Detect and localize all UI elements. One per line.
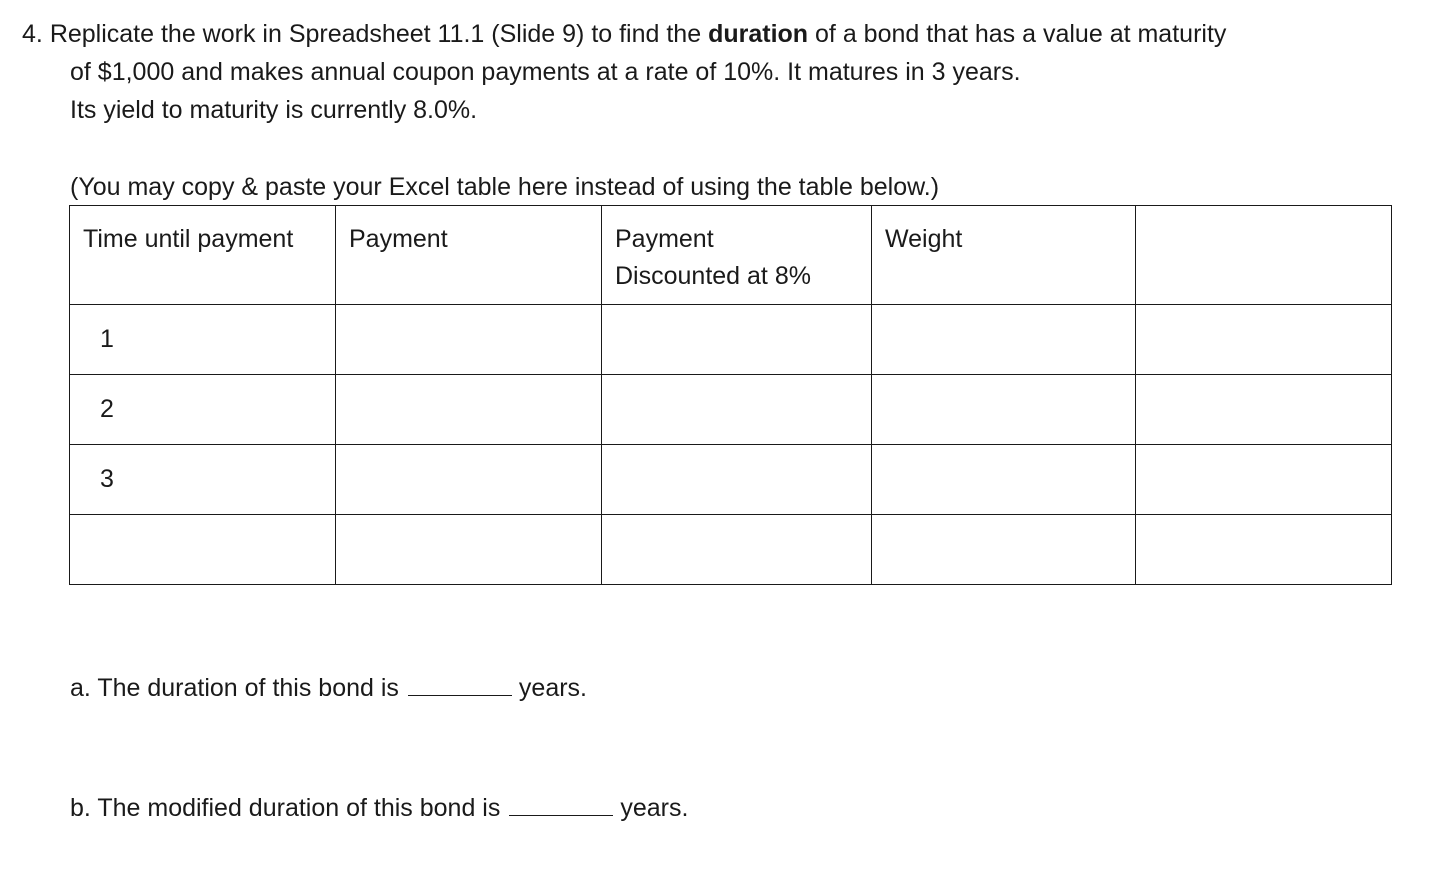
question-text-post: of a bond that has a value at maturity [808, 20, 1227, 48]
copy-paste-note: (You may copy & paste your Excel table here instead of using the table below.) [70, 173, 940, 201]
question-text-pre: Replicate the work in Spreadsheet 11.1 (Slide 9) to find the [49, 20, 709, 48]
cell-discounted[interactable] [602, 515, 872, 585]
cell-weight[interactable] [872, 375, 1136, 445]
cell-payment[interactable] [336, 515, 602, 585]
table-row [70, 445, 1392, 515]
answer-a-prompt: a. The duration of this bond is [70, 674, 399, 702]
answer-a-blank[interactable] [408, 673, 512, 696]
cell-time[interactable]: 3 [70, 445, 336, 515]
header-payment: Payment [336, 206, 602, 305]
cell-weight[interactable] [872, 305, 1136, 375]
question-number: 4. [22, 20, 43, 48]
table-row [70, 375, 1392, 445]
answer-b-blank[interactable] [509, 793, 613, 816]
cell-payment[interactable] [336, 375, 602, 445]
cell-time[interactable] [70, 515, 336, 585]
cell-time[interactable]: 2 [70, 375, 336, 445]
cell-extra[interactable] [1136, 305, 1392, 375]
answer-b-prompt: b. The modified duration of this bond is [70, 794, 501, 822]
header-payment-discounted-line1: Payment [615, 225, 714, 253]
answer-b-unit: years. [620, 794, 689, 822]
table-header-row [70, 206, 1392, 305]
question-text-bold: duration [708, 20, 809, 48]
cell-discounted[interactable] [602, 445, 872, 515]
cell-discounted[interactable] [602, 305, 872, 375]
header-payment-discounted [602, 206, 872, 305]
cell-payment[interactable] [336, 305, 602, 375]
answer-a [70, 673, 587, 703]
question-line-3: Its yield to maturity is currently 8.0%. [70, 96, 478, 124]
table-row [70, 305, 1392, 375]
duration-table [69, 205, 1392, 585]
table-row [70, 515, 1392, 585]
answer-a-unit: years. [518, 674, 588, 702]
cell-extra[interactable] [1136, 375, 1392, 445]
cell-weight[interactable] [872, 515, 1136, 585]
header-payment-discounted-line2: Discounted at 8% [615, 262, 811, 290]
header-weight: Weight [872, 206, 1136, 305]
answer-b [70, 793, 688, 823]
cell-discounted[interactable] [602, 375, 872, 445]
question-line-2: of $1,000 and makes annual coupon payments at a rate of 10%. It matures in 3 years. [70, 58, 1021, 86]
header-time-until-payment: Time until payment [70, 206, 336, 305]
cell-time[interactable]: 1 [70, 305, 336, 375]
cell-extra[interactable] [1136, 515, 1392, 585]
header-empty [1136, 206, 1392, 305]
cell-extra[interactable] [1136, 445, 1392, 515]
cell-weight[interactable] [872, 445, 1136, 515]
cell-payment[interactable] [336, 445, 602, 515]
question-line-1 [22, 19, 1226, 49]
